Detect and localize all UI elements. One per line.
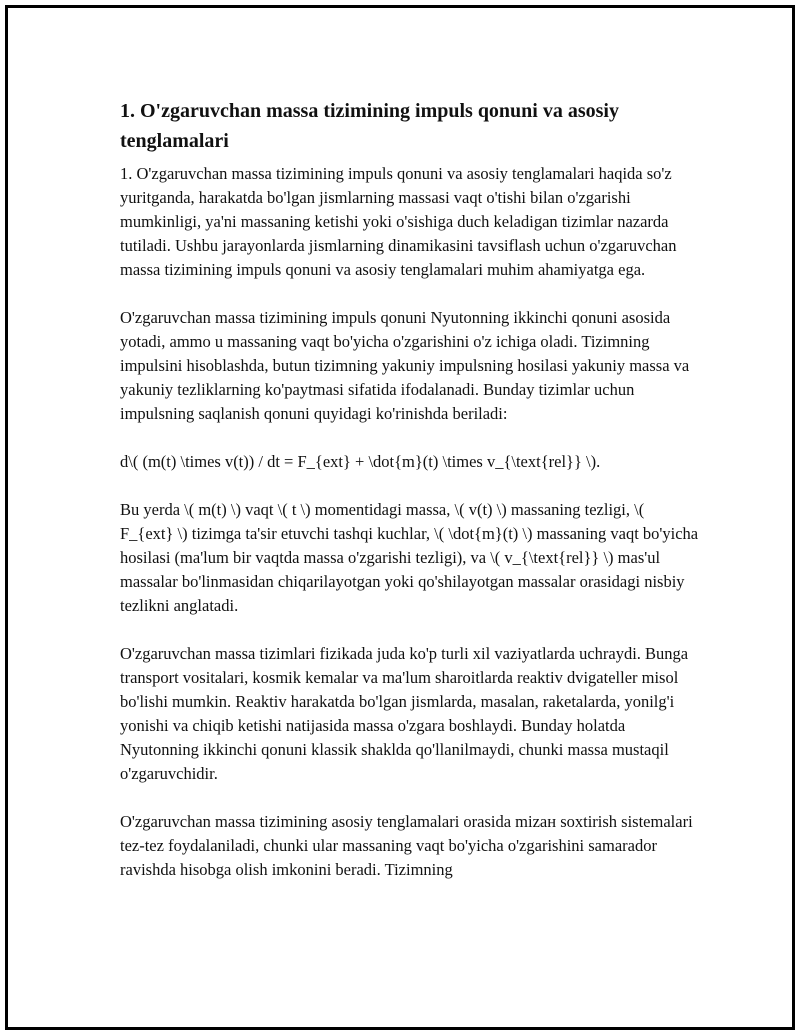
paragraph-impulse-law: O'zgaruvchan massa tizimining impuls qonuni Nyutonning ikkinchi qonuni asosida yotadi, ammo u massaning vaqt bo'yicha o'zgarishini o'z ichiga oladi. Tizimning impulsini hisoblashda, butun tizimning yakuniy impulsning hosilasi yakuniy massa va yakuniy tezliklarning ko'paytmasi sifatida ifodalanadi. Bunday tizimlar uchun impulsning saqlanish qonuni quyidagi ko'rinishda beriladi: [120,308,690,423]
paragraph-intro: 1. O'zgaruvchan massa tizimining impuls qonuni va asosiy tenglamalari haqida so'z yuritganda, harakatda bo'lgan jismlarning massasi vaqt o'tishi bilan o'zgarishi mumkinligi, ya'ni massaning ketishi yoki o'sishiga duch keladigan tizimlar nazarda tutiladi. Ushbu jarayonlarda jismlarning dinamikasini tavsiflash uchun o'zgaruvchan massa tizimining impuls qonuni va asosiy tenglamalari muhim ahamiyatga ega. [120,164,677,279]
paragraph-variables: Bu yerda \( m(t) \) vaqt \( t \) momentidagi massa, \( v(t) \) massaning tezligi, \( F_{ext} \) tizimga ta'sir etuvchi tashqi kuchlar, \( \dot{m}(t) \) massaning vaqt bo'yicha hosilasi (ma'lum bir vaqtda massa o'zgarishi tezligi), va \( v_{\text{rel}} \) mas'ul massalar bo'linmasidan chiqarilayotgan yoki qo'shilayotgan massalar orasidagi nisbiy tezlikni anglatadi. [120,500,699,615]
page-frame [5,5,795,1030]
document-title: 1. O'zgaruvchan massa tizimining impuls qonuni va asosiy tenglamalari [120,100,619,152]
paragraph-examples: O'zgaruvchan massa tizimlari fizikada juda ko'p turli xil vaziyatlarda uchraydi. Bunga transport vositalari, kosmik kemalar va ma'lum sharoitlarda reaktiv dvigateller misol bo'lishi mumkin. Reaktiv harakatda bo'lgan jismlarda, masalan, raketalarda, yonilg'i yonishi va chiqib ketishi natijasida massa o'zgara boshlaydi. Bunday holatda Nyutonning ikkinchi qonuni klassik shaklda qo'llanilmaydi, chunki massa mustaqil o'zgaruvchidir. [120,644,689,783]
paragraph-equation: d\( (m(t) \times v(t)) / dt = F_{ext} + \dot{m}(t) \times v_{\text{rel}} \). [120,452,601,471]
document-body [120,96,700,906]
paragraph-equations-usage: O'zgaruvchan massa tizimining asosiy tenglamalari orasida mizaн soxtirish sistemalari tez-tez foydalaniladi, chunki ular massaning vaqt bo'yicha o'zgarishini samarador ravishda hisobga olish imkonini beradi. Tizimning [120,812,693,879]
